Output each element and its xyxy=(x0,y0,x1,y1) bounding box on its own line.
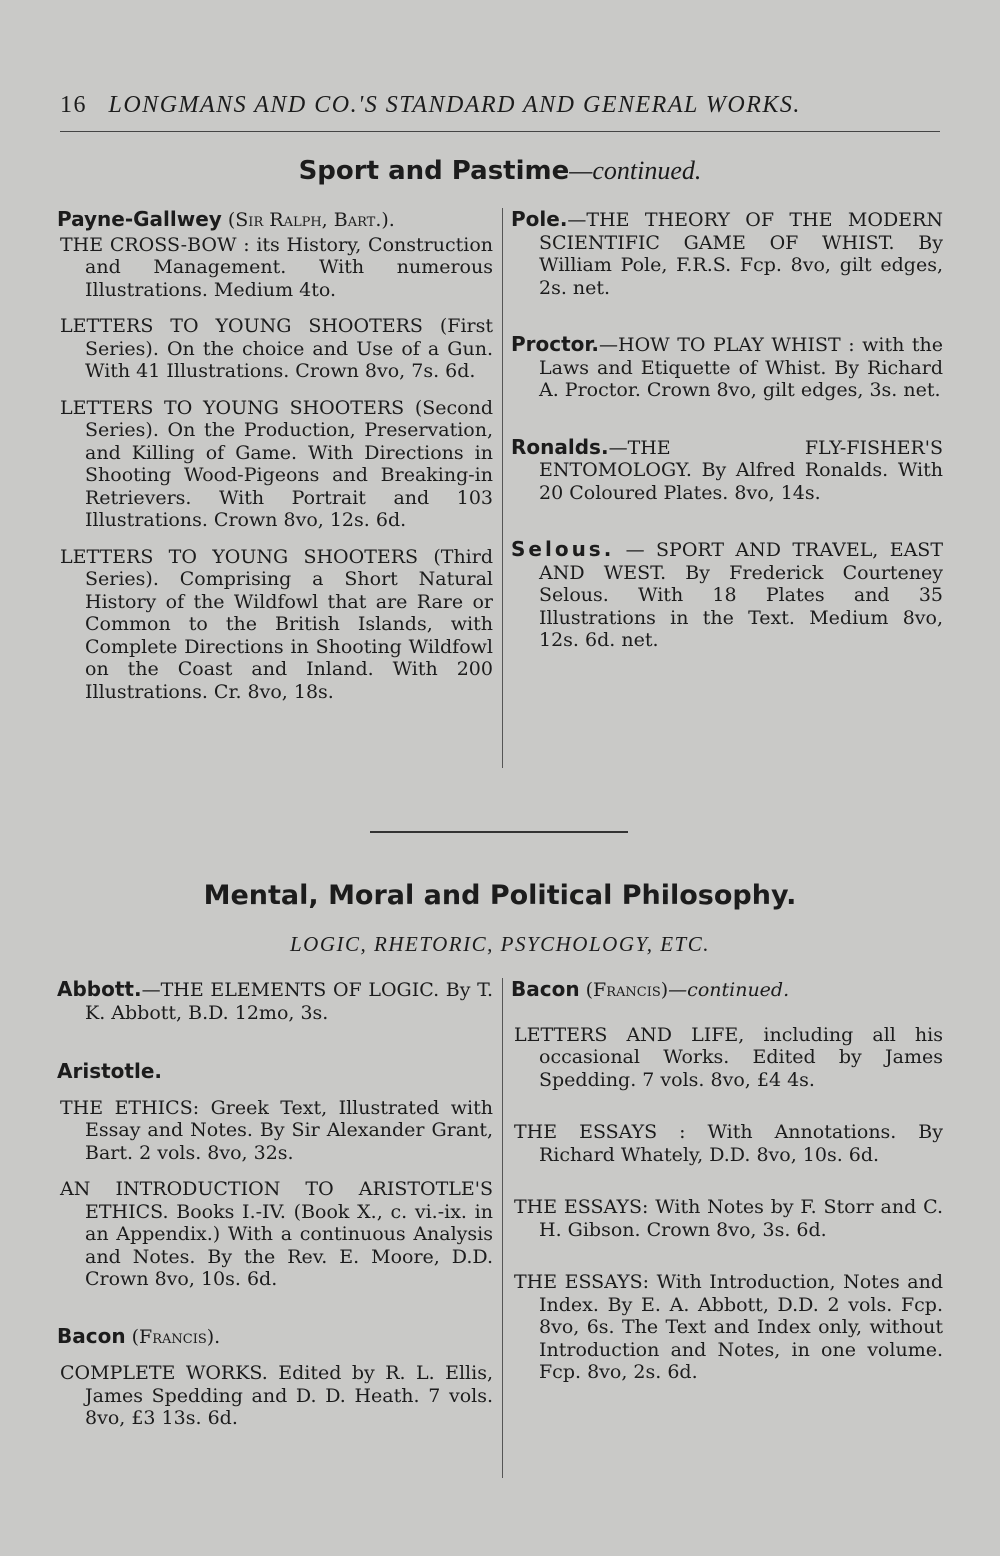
author-note: (Francis) xyxy=(579,979,669,1001)
author-name: Abbott. xyxy=(57,977,142,1001)
running-title: LONGMANS AND CO.'S STANDARD AND GENERAL WORKS. xyxy=(108,92,801,118)
work-cross-bow: THE CROSS-BOW : its History, Construction and Management. With numerous Illustrations. Medium 4to. xyxy=(60,233,493,301)
work-letters-and-life: LETTERS AND LIFE, including all his occasional Works. Edited by James Spedding. 7 vols. 8vo, £4 4s. xyxy=(514,1023,943,1091)
author-continued: —continued. xyxy=(668,979,790,1001)
author-name: Bacon xyxy=(57,1323,126,1348)
entry-text: —HOW TO PLAY WHIST : with the Laws and Etiquette of Whist. By Richard A. Proctor. Crown 8vo, gilt edges, 3s. net. xyxy=(539,334,943,401)
work-essays-abbott: THE ESSAYS: With Introduction, Notes and Index. By E. A. Abbott, D.D. 2 vols. Fcp. 8vo, 6s. The Text and Index only, without Introduction and Notes, in one volume. Fcp. 8vo, 2s. 6d. xyxy=(514,1271,943,1383)
entry-text: —THE ELEMENTS OF LOGIC. By T. K. Abbott, B.D. 12mo, 3s. xyxy=(85,979,493,1024)
entry-abbott xyxy=(57,978,493,1024)
author-name: Ronalds. xyxy=(511,434,609,459)
header-rule xyxy=(60,131,940,132)
work-essays-storr: THE ESSAYS: With Notes by F. Storr and C. H. Gibson. Crown 8vo, 3s. 6d. xyxy=(514,1196,943,1241)
author-name: Proctor. xyxy=(511,332,600,356)
work-introduction-ethics: AN INTRODUCTION TO ARISTOTLE'S ETHICS. Books I.-IV. (Book X., c. vi.-ix. in an Appendix.) With a continuous Analysis and Notes. By the Rev. E. Moore, D.D. Crown 8vo, 10s. 6d. xyxy=(60,1178,493,1290)
work-letters-first: LETTERS TO YOUNG SHOOTERS (First Series). On the choice and Use of a Gun. With 41 Illustrations. Crown 8vo, 7s. 6d. xyxy=(60,315,493,382)
author-name: Bacon xyxy=(511,977,580,1001)
column-divider-philosophy xyxy=(502,978,503,1478)
work-complete-works: COMPLETE WORKS. Edited by R. L. Ellis, James Spedding and D. D. Heath. 7 vols. 8vo, £3 13s. 6d. xyxy=(60,1362,493,1429)
section-subtitle: LOGIC, RHETORIC, PSYCHOLOGY, ETC. xyxy=(290,932,710,956)
section-divider-rule xyxy=(370,831,628,833)
right-column-sport xyxy=(511,208,943,677)
section-title-philosophy: Mental, Moral and Political Philosophy. xyxy=(203,880,797,911)
author-name: Pole. xyxy=(511,207,568,231)
entry-bacon xyxy=(57,1325,493,1430)
author-note: (Sir Ralph, Bart.). xyxy=(221,209,395,231)
entry-payne-gallwey xyxy=(57,208,493,703)
left-column-sport xyxy=(57,208,493,728)
entry-pole xyxy=(511,208,943,299)
work-letters-third: LETTERS TO YOUNG SHOOTERS (Third Series). Comprising a Short Natural History of the Wildfowl that are Rare or Common to the British Islands, with Complete Directions in Shooting Wildfowl on the Coast and Inland. With 200 Illustrations. Cr. 8vo, 18s. xyxy=(60,545,493,703)
author-name: Payne-Gallwey xyxy=(57,207,222,231)
work-essays-whately: THE ESSAYS : With Annotations. By Richard Whately, D.D. 8vo, 10s. 6d. xyxy=(514,1121,943,1166)
right-column-philosophy xyxy=(511,978,943,1409)
entry-proctor xyxy=(511,333,943,402)
author-name: Selous. xyxy=(511,537,615,561)
section-title-continued: —continued. xyxy=(569,156,702,185)
author-note: (Francis). xyxy=(125,1325,221,1348)
entry-ronalds xyxy=(511,436,943,505)
section-title-text: Sport and Pastime xyxy=(298,156,570,186)
entry-text: —THE THEORY OF THE MODERN SCIENTIFIC GAME OF WHIST. By William Pole, F.R.S. Fcp. 8vo, gilt edges, 2s. net. xyxy=(539,209,943,299)
work-ethics: THE ETHICS: Greek Text, Illustrated with Essay and Notes. By Sir Alexander Grant, Bart. 2 vols. 8vo, 32s. xyxy=(60,1096,493,1164)
entry-selous xyxy=(511,538,943,652)
left-column-philosophy xyxy=(57,978,493,1455)
author-name: Aristotle. xyxy=(57,1059,162,1083)
entry-text: —THE FLY-FISHER'S ENTOMOLOGY. By Alfred Ronalds. With 20 Coloured Plates. 8vo, 14s. xyxy=(539,436,943,504)
entry-text: — SPORT AND TRAVEL, EAST AND WEST. By Frederick Courteney Selous. With 18 Plates and 35 Illustrations in the Text. Medium 8vo, 12s. 6d. net. xyxy=(539,539,943,651)
page-number: 16 xyxy=(60,92,87,118)
running-head xyxy=(60,92,940,119)
entry-bacon-continued xyxy=(511,978,943,1384)
section-title-sport xyxy=(0,156,1000,186)
entry-aristotle xyxy=(57,1060,493,1291)
column-divider-sport xyxy=(502,208,503,768)
work-letters-second: LETTERS TO YOUNG SHOOTERS (Second Series). On the Production, Preservation, and Killing of Game. With Directions in Shooting Wood-Pigeons and Breaking-in Retrievers. With Portrait and 103 Illustrations. Crown 8vo, 12s. 6d. xyxy=(60,396,493,531)
